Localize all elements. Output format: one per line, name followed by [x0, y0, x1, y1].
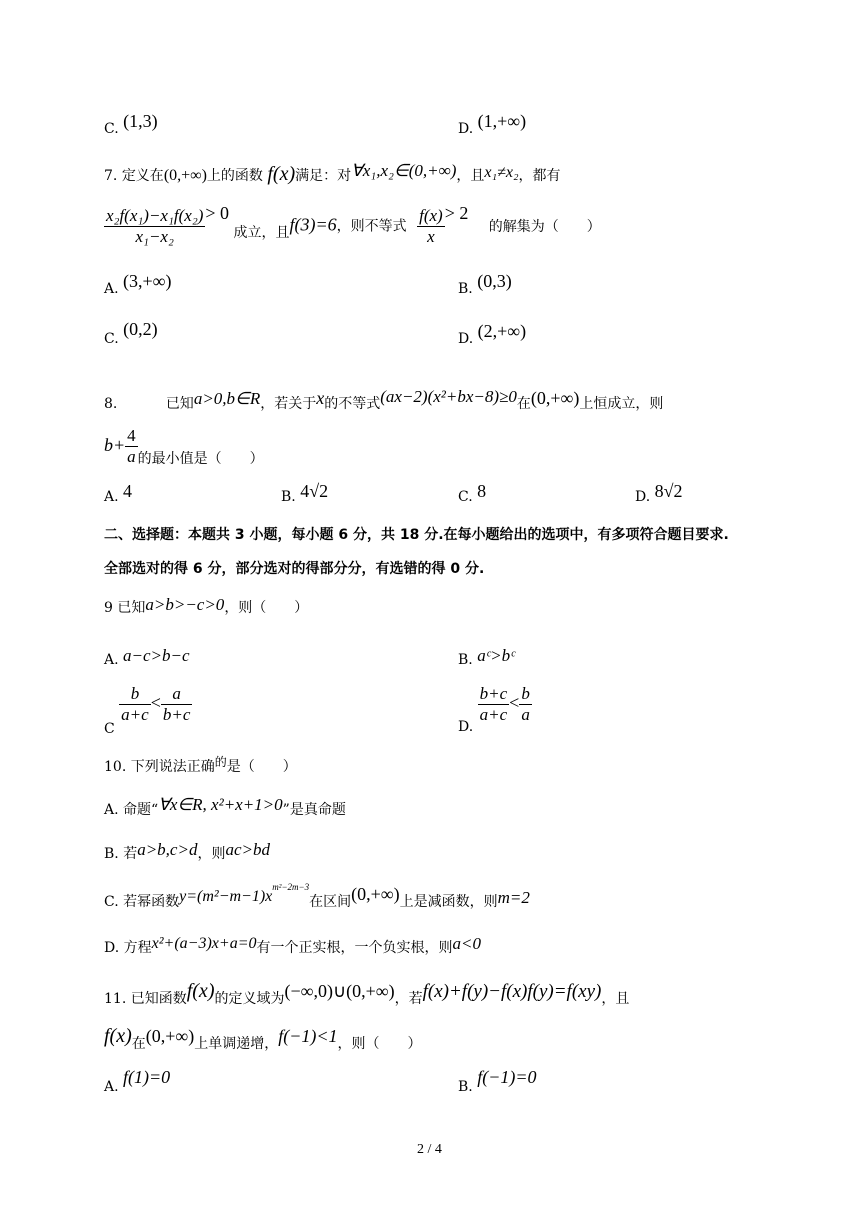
q8-option-c [458, 481, 487, 505]
math: f(−1)<1 [278, 1026, 338, 1046]
text: ，则不等式 [336, 218, 407, 235]
math: (ax−2)(x²+bx−8)≥0 [380, 387, 517, 406]
q8-option-d [635, 481, 683, 505]
option-text: a−c>b−c [123, 646, 190, 665]
math: f(x) [267, 163, 296, 185]
option-text: 4√2 [300, 481, 329, 501]
math: a>0,b∈R [193, 389, 261, 408]
math: f(x)+f(y)−f(x)f(y)=f(xy) [422, 981, 602, 1002]
option-text: (0,2) [123, 319, 158, 339]
text: ，且 [601, 991, 630, 1007]
math: ∀x₁,x₂∈(0,+∞) [351, 161, 457, 180]
math: x₁≠x₂ [484, 164, 519, 181]
option-text: aᶜ>bᶜ [477, 646, 515, 665]
option-text: (0,3) [477, 271, 512, 291]
q10-option-a [104, 795, 346, 818]
math: f(x) [104, 1025, 132, 1047]
text: ，则 [197, 846, 226, 862]
text: 已知 [165, 396, 194, 412]
option-text: 8 [477, 481, 487, 501]
math: (0,+∞) [163, 167, 207, 184]
option-label: C. [104, 331, 119, 347]
text: 的 [214, 755, 227, 769]
math: a>b,c>d [137, 840, 198, 859]
math: a<0 [452, 934, 481, 953]
math: (0,+∞) [351, 884, 400, 904]
option-text: (1,+∞) [477, 111, 527, 131]
option-label: B. [458, 652, 473, 668]
text: ”是真命题 [282, 802, 346, 818]
option-label: C. [104, 121, 119, 137]
option-label: A. [104, 489, 119, 505]
math: ∀x∈R, x²+x+1>0 [158, 795, 283, 814]
fraction-denominator: b+c [162, 705, 191, 724]
math: > 2 [444, 202, 469, 223]
option-label: C. [458, 489, 473, 505]
q9-option-c [104, 684, 192, 737]
math: f(3)=6 [289, 214, 337, 235]
text: ，若关于 [260, 396, 317, 412]
math: (0,+∞) [530, 388, 580, 408]
option-label: D. [104, 940, 120, 956]
section-heading-line2: 全部选对的得 6 分，部分选对的得部分分，有选错的得 0 分. [104, 561, 485, 577]
fraction [161, 684, 193, 725]
math: m=2 [497, 888, 530, 907]
text: 的解集为（ ） [488, 218, 601, 235]
text: 上恒成立，则 [579, 396, 664, 412]
q8-option-b [281, 481, 329, 505]
math: x²+(a−3)x+a=0 [151, 935, 257, 952]
text: 的定义域为 [214, 991, 285, 1007]
fraction [519, 684, 532, 725]
text: ，都有 [518, 168, 561, 184]
math: (−∞,0)∪(0,+∞) [284, 981, 395, 1001]
question-number: 9 [104, 600, 113, 616]
fraction-denominator: a [127, 447, 136, 466]
option-label: C. [104, 894, 119, 910]
q6-option-c [104, 111, 158, 137]
fraction-numerator: f(x) [419, 206, 443, 225]
q7-stem-line2 [104, 202, 601, 247]
q6-option-d [458, 111, 527, 137]
q7-option-d [458, 321, 527, 347]
option-text: (3,+∞) [123, 271, 172, 291]
fraction-denominator: x [427, 227, 435, 246]
q7-stem-line1 [104, 161, 561, 185]
fraction-numerator: a [161, 684, 193, 705]
fraction-denominator: a [521, 705, 530, 724]
option-text: f(−1)=0 [477, 1067, 537, 1087]
q10-option-b [104, 840, 270, 862]
q9-stem [104, 595, 309, 616]
q8-option-a [104, 481, 133, 505]
q11-option-a [104, 1067, 171, 1095]
fraction-numerator: b [119, 684, 151, 705]
q10-option-d [104, 934, 481, 956]
q11-stem-line1 [104, 980, 630, 1007]
option-text: 4 [123, 481, 133, 501]
option-label: D. [635, 489, 651, 505]
text: 命题“ [123, 802, 159, 818]
option-label: B. [458, 1079, 473, 1095]
text: 下列说法正确 [130, 759, 215, 775]
fraction-denominator: x₁−x₂ [135, 227, 174, 246]
q7-option-c [104, 319, 158, 347]
fraction-numerator: b+c [479, 684, 508, 703]
text: ，若 [394, 991, 423, 1007]
text: 是（ ） [226, 759, 297, 775]
fraction [104, 206, 205, 247]
exponent: m²−2m−3 [272, 882, 310, 893]
question-number: 11. [104, 991, 127, 1007]
fraction [125, 426, 138, 467]
page-number: 2 / 4 [417, 1142, 442, 1157]
question-number: 8. [104, 396, 118, 412]
option-label: A. [104, 652, 119, 668]
option-label: D. [458, 121, 474, 137]
q10-option-c [104, 882, 530, 910]
q9-option-a [104, 646, 190, 668]
text: 已知 [117, 600, 146, 616]
section-heading-line1: 二、选择题：本题共 3 小题，每小题 6 分，共 18 分.在每小题给出的选项中，有多项符合题目要求. [104, 527, 729, 543]
math: < [509, 692, 520, 713]
math: b+ [104, 434, 126, 455]
fraction-numerator: x₂f(x₁)−x₁f(x₂) [106, 206, 204, 225]
text: 有一个正实根，一个负实根，则 [256, 940, 453, 956]
option-label: D. [458, 718, 474, 735]
text: 上的函数 [206, 168, 263, 184]
text: 方程 [123, 940, 152, 956]
option-label: A. [104, 802, 119, 818]
math: f(x) [186, 980, 215, 1002]
text: ，且 [456, 168, 485, 184]
text: 若 [123, 846, 138, 862]
text: 的不等式 [324, 396, 381, 412]
q10-stem [104, 755, 297, 775]
fraction [478, 684, 510, 725]
math: a>b>−c>0 [145, 595, 225, 614]
option-text: f(1)=0 [123, 1067, 171, 1087]
option-label: B. [458, 281, 473, 297]
fraction-denominator: a+c [479, 705, 508, 724]
text: 满足：对 [295, 168, 352, 184]
fraction-denominator: a+c [121, 705, 149, 724]
text: 已知函数 [130, 991, 187, 1007]
fraction [119, 684, 151, 725]
math: < [150, 692, 161, 713]
text: 上单调递增， [194, 1036, 279, 1052]
question-number: 10. [104, 759, 127, 775]
question-number: 7. [104, 168, 118, 184]
option-text: (2,+∞) [477, 321, 527, 341]
math: y=(m²−m−1)x [179, 888, 273, 905]
option-label: B. [281, 489, 296, 505]
text: ，则（ ） [224, 600, 309, 616]
text: 在区间 [309, 894, 352, 910]
text: 定义在 [121, 168, 164, 184]
text: 上是减函数，则 [399, 894, 498, 910]
math: x [316, 388, 325, 408]
q7-option-a [104, 271, 172, 297]
fraction [417, 206, 445, 247]
option-label: A. [104, 1079, 119, 1095]
fraction-numerator: b [521, 684, 530, 703]
fraction-numerator: 4 [127, 426, 136, 445]
option-label: C [104, 720, 115, 737]
text: 在 [131, 1036, 146, 1052]
text: 的最小值是（ ） [137, 450, 264, 467]
option-label: B. [104, 846, 119, 862]
option-text: 8√2 [654, 481, 683, 501]
option-label: D. [458, 331, 474, 347]
math: ac>bd [225, 840, 270, 859]
text: 成立，且 [233, 224, 290, 241]
math: (0,+∞) [145, 1026, 195, 1046]
option-label: A. [104, 281, 119, 297]
q7-option-b [458, 271, 512, 297]
text: 若幂函数 [123, 894, 180, 910]
text: 在 [516, 396, 531, 412]
option-text: (1,3) [123, 111, 158, 131]
math: > 0 [205, 202, 230, 223]
q8-stem-line2 [104, 426, 264, 467]
q11-option-b [458, 1067, 537, 1095]
q9-option-d [458, 684, 532, 735]
q8-stem-line1 [104, 387, 664, 412]
q9-option-b [458, 646, 515, 668]
q11-stem-line2 [104, 1025, 422, 1052]
text: ，则（ ） [337, 1036, 422, 1052]
